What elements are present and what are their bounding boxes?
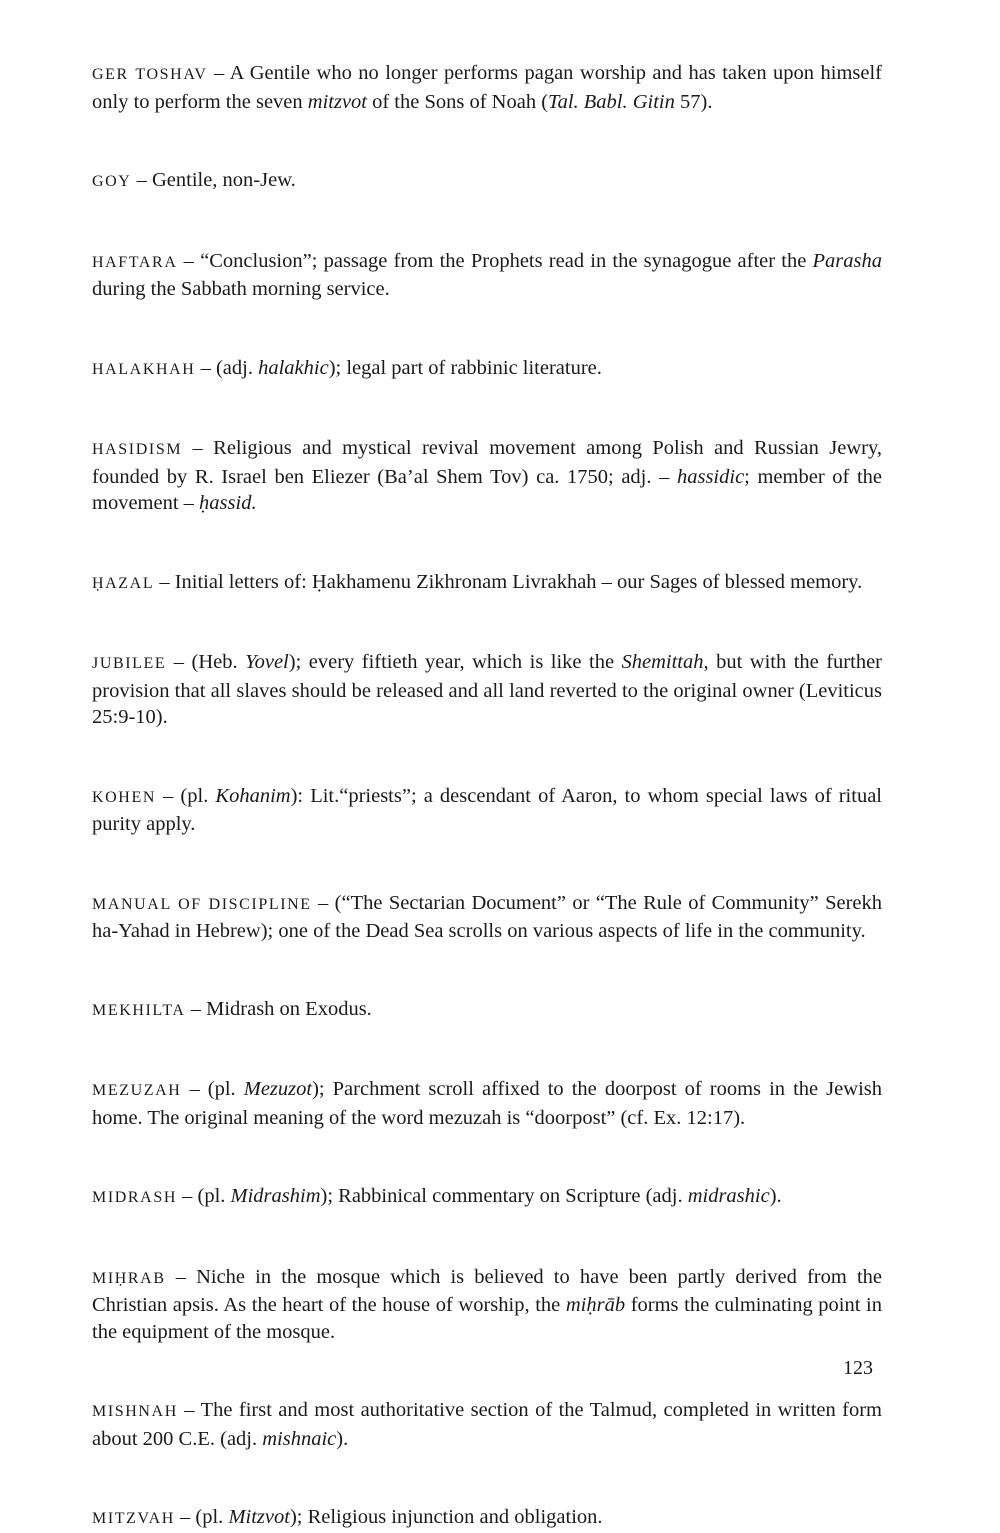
entry-term: MISHNAH bbox=[92, 1403, 178, 1420]
glossary-entry bbox=[92, 1183, 882, 1212]
entry-definition: – (pl. bbox=[174, 1506, 229, 1528]
glossary-entry bbox=[92, 167, 882, 196]
entry-definition-italic: Kohanim bbox=[215, 784, 291, 807]
entry-definition: ); Rabbinical commentary on Scripture (adj. bbox=[320, 1185, 688, 1207]
entry-definition: – (pl. bbox=[177, 1185, 231, 1207]
entry-definition-italic: Parasha bbox=[812, 249, 882, 272]
entry-term: HASIDISM bbox=[92, 441, 183, 458]
entry-definition: – (“The Sectarian Document” or “The Rule of Community” Serekh ha-Yahad in Hebrew); one of the Dead Sea scrolls on various aspects of life in the community. bbox=[92, 891, 883, 942]
entry-definition: – “Conclusion”; passage from the Prophets read in the synagogue after the bbox=[177, 249, 813, 272]
entry-definition: ; member of the movement – bbox=[92, 465, 882, 514]
glossary-entry bbox=[92, 569, 882, 598]
entry-term: MIDRASH bbox=[92, 1189, 177, 1206]
glossary-entry bbox=[92, 60, 882, 115]
glossary-entry bbox=[92, 1264, 882, 1346]
entry-definition: – Religious and mystical revival movement among Polish and Russian Jewry, founded by R. Israel ben Eliezer (Ba’al Shem Tov) ca. 1750; adj. – bbox=[92, 437, 882, 488]
entry-definition: ); Religious injunction and obligation. bbox=[289, 1506, 603, 1528]
entry-term: MEKHILTA bbox=[92, 1001, 186, 1019]
entry-term: GER TOSHAV bbox=[92, 66, 208, 83]
entry-definition-italic: mitzvot bbox=[307, 90, 367, 113]
glossary-entry bbox=[92, 248, 882, 303]
entry-definition: 57). bbox=[674, 90, 713, 113]
entry-definition: ); legal part of rabbinic literature. bbox=[328, 356, 602, 379]
entry-term: JUBILEE bbox=[92, 655, 167, 672]
entry-term: GOY bbox=[92, 173, 132, 190]
entry-term: MANUAL OF DISCIPLINE bbox=[92, 895, 312, 913]
entry-definition-italic: mishnaic bbox=[262, 1427, 337, 1450]
glossary-entry bbox=[92, 783, 882, 838]
entry-definition-italic: ḥassid. bbox=[199, 492, 257, 514]
entry-definition: ). bbox=[769, 1185, 782, 1207]
glossary-entry bbox=[92, 996, 882, 1025]
entry-definition: – (pl. bbox=[156, 784, 216, 807]
entry-term: HAFTARA bbox=[92, 253, 178, 271]
entry-definition: – The first and most authoritative section of the Talmud, completed in written form about 200 C.E. (adj. bbox=[92, 1399, 882, 1450]
glossary bbox=[92, 40, 882, 1533]
entry-definition-italic: midrashic bbox=[687, 1185, 770, 1207]
entry-definition: – Gentile, non-Jew. bbox=[131, 169, 296, 191]
entry-definition-italic: miḥrāb bbox=[565, 1294, 626, 1316]
entry-term: KOHEN bbox=[92, 788, 156, 806]
entry-definition-italic: Midrashim bbox=[230, 1185, 321, 1207]
glossary-entry bbox=[92, 1076, 882, 1131]
entry-definition: – Niche in the mosque which is believed to have been partly derived from the Christian apsis. As the heart of the house of worship, the bbox=[92, 1265, 882, 1316]
entry-definition: ): Lit.“priests”; a descendant of Aaron, to whom special laws of ritual purity apply. bbox=[92, 784, 882, 835]
entry-definition-italic: Mitzvot bbox=[228, 1506, 290, 1528]
entry-definition: – (Heb. bbox=[166, 651, 246, 673]
entry-definition: ). bbox=[336, 1427, 349, 1450]
entry-definition: ); every fiftieth year, which is like the bbox=[288, 651, 622, 673]
page-number: 123 bbox=[843, 1357, 873, 1379]
entry-definition: – Midrash on Exodus. bbox=[185, 997, 372, 1020]
entry-definition: ); Parchment scroll affixed to the doorpost of rooms in the Jewish home. The original meaning of the word mezuzah is “doorpost” (cf. Ex. 12:17). bbox=[92, 1078, 882, 1129]
entry-definition: forms the culminating point in the equipment of the mosque. bbox=[92, 1294, 882, 1343]
glossary-entry bbox=[92, 355, 882, 384]
entry-term: HALAKHAH bbox=[92, 360, 196, 378]
glossary-entry bbox=[92, 435, 882, 517]
entry-definition: – (pl. bbox=[181, 1078, 244, 1100]
entry-term: MITZVAH bbox=[92, 1510, 175, 1527]
glossary-entry bbox=[92, 1397, 882, 1452]
entry-definition-italic: Yovel bbox=[245, 651, 289, 673]
entry-definition-italic: hassidic bbox=[676, 465, 745, 488]
entry-term: ḤAZAL bbox=[92, 574, 155, 592]
entry-definition-italic: Shemittah bbox=[621, 651, 704, 673]
entry-definition-italic: Mezuzot bbox=[243, 1078, 313, 1100]
glossary-entry bbox=[92, 649, 882, 731]
entry-definition-italic: halakhic bbox=[258, 356, 329, 379]
entry-definition-italic: Tal. Babl. Gitin bbox=[548, 90, 675, 113]
entry-definition: – (adj. bbox=[195, 356, 259, 379]
entry-term: MIḤRAB bbox=[92, 1269, 166, 1287]
entry-definition: – Initial letters of: Ḥakhamenu Zikhronam Livrakhah – our Sages of blessed memory. bbox=[154, 570, 863, 593]
glossary-entry bbox=[92, 1504, 882, 1533]
entry-definition: – A Gentile who no longer performs pagan worship and has taken upon himself only to perform the seven bbox=[92, 62, 882, 113]
entry-term: MEZUZAH bbox=[92, 1082, 182, 1099]
entry-definition: during the Sabbath morning service. bbox=[92, 278, 390, 300]
entry-definition: , but with the further provision that all slaves should be released and all land reverted to the original owner (Leviticus 25:9-10). bbox=[92, 651, 882, 728]
glossary-entry bbox=[92, 890, 882, 945]
entry-definition: of the Sons of Noah ( bbox=[366, 90, 549, 113]
